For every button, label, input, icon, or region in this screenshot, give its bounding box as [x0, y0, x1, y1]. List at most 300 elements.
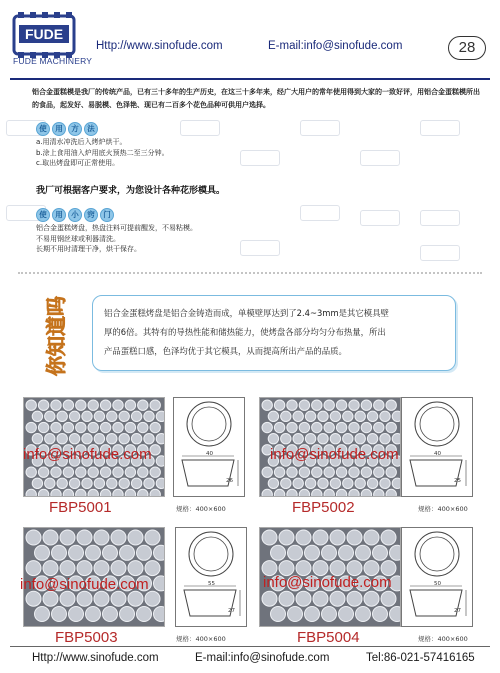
custom-design-note: 我厂可根据客户要求，为您设计各种花形模具。	[36, 186, 226, 196]
mold-cavity	[76, 467, 86, 477]
mold-cavity	[392, 411, 400, 421]
usage-heading	[36, 122, 98, 136]
dimension-width: 40	[434, 451, 441, 457]
dotted-divider	[18, 272, 482, 274]
mold-cavity	[392, 433, 400, 443]
mold-cavity	[111, 591, 126, 606]
mold-cavity	[386, 400, 396, 410]
product-code: FBP5002	[292, 499, 355, 516]
mold-cavity	[69, 411, 79, 421]
product-spec: 规格：400×600	[176, 635, 226, 643]
tag-char: 方	[68, 122, 82, 136]
header-website-link[interactable]: Http://www.sinofude.com	[96, 40, 223, 52]
cavity-top-inner	[192, 407, 226, 441]
footer-website-link[interactable]: Http://www.sinofude.com	[32, 652, 159, 664]
mold-cavity	[268, 411, 278, 421]
footer-email-link[interactable]: E-mail:info@sinofude.com	[195, 652, 330, 664]
product-drawing	[175, 527, 247, 627]
product-spec: 规格：400×600	[418, 505, 468, 513]
mold-cavity	[125, 489, 135, 496]
mold-cavity	[355, 433, 365, 443]
mold-cavity	[343, 433, 353, 443]
mold-cavity	[288, 607, 303, 622]
mold-cavity	[262, 400, 272, 410]
mold-cavity	[57, 478, 67, 488]
mold-cavity	[35, 607, 50, 622]
mold-cavity	[32, 478, 42, 488]
mold-cavity	[343, 478, 353, 488]
mold-cavity	[380, 478, 390, 488]
mold-cavity	[145, 591, 160, 606]
mold-cavity	[361, 467, 371, 477]
product-spec: 规格：400×600	[176, 505, 226, 513]
mold-cavity	[324, 467, 334, 477]
mold-cavity	[390, 607, 401, 622]
mold-cavity	[299, 400, 309, 410]
mold-cavity	[43, 530, 58, 545]
mold-cavity	[312, 467, 322, 477]
dimension-width: 40	[206, 451, 213, 457]
mold-cavity	[381, 591, 396, 606]
mold-cavity	[367, 478, 377, 488]
cavity-top-outer	[187, 402, 231, 446]
mold-cavity	[100, 467, 110, 477]
mold-cavity	[69, 545, 84, 560]
mold-cavity	[154, 607, 165, 622]
mold-cavity	[380, 411, 390, 421]
mold-cavity	[138, 400, 148, 410]
mold-cavity	[268, 433, 278, 443]
know-line: 厚的6倍。其特有的导热性能和储热能力，使烤盘各部分均匀分布热量，所出	[104, 327, 386, 337]
mold-cavity	[76, 422, 86, 432]
mold-cavity	[26, 530, 41, 545]
mold-cavity	[144, 478, 154, 488]
mold-cavity	[299, 489, 309, 496]
mold-cavity	[262, 467, 272, 477]
mold-cavity	[57, 433, 67, 443]
mold-cavity	[386, 467, 396, 477]
mold-cavity	[69, 607, 84, 622]
mold-cavity	[156, 456, 164, 466]
mold-cavity	[318, 433, 328, 443]
mold-cavity	[296, 591, 311, 606]
mold-cavity	[281, 433, 291, 443]
mold-cavity	[38, 422, 48, 432]
mold-cavity	[336, 422, 346, 432]
mold-cavity	[330, 478, 340, 488]
tag-char: 窍	[84, 208, 98, 222]
mold-cavity	[274, 489, 284, 496]
mold-cavity	[60, 561, 75, 576]
mold-cavity	[305, 411, 315, 421]
mold-cavity	[374, 489, 384, 496]
page-number: 28	[448, 36, 486, 60]
mold-cavity	[107, 433, 117, 443]
mold-cavity	[45, 433, 55, 443]
mold-cavity	[77, 591, 92, 606]
mold-cavity	[271, 545, 286, 560]
mold-cavity	[45, 478, 55, 488]
mold-cavity	[373, 545, 388, 560]
mold-cavity	[322, 545, 337, 560]
mold-cavity	[60, 530, 75, 545]
mold-cavity	[262, 591, 277, 606]
bg-stamp	[240, 150, 280, 166]
mold-cavity	[296, 530, 311, 545]
mold-cavity	[318, 411, 328, 421]
mold-cavity	[313, 591, 328, 606]
mold-cavity	[361, 400, 371, 410]
mold-cavity	[128, 530, 143, 545]
mold-cavity	[299, 422, 309, 432]
mold-cavity	[299, 467, 309, 477]
dimension-width: 55	[208, 581, 215, 587]
mold-cavity	[138, 489, 148, 496]
tips-heading	[36, 208, 114, 222]
mold-cavity	[144, 411, 154, 421]
mold-cavity	[336, 489, 346, 496]
mold-cavity	[336, 467, 346, 477]
mold-cavity	[355, 411, 365, 421]
mold-cavity	[63, 489, 73, 496]
tips-list	[36, 223, 197, 255]
mold-cavity	[330, 591, 345, 606]
mold-cavity	[38, 400, 48, 410]
mold-cavity	[76, 489, 86, 496]
mold-cavity	[274, 422, 284, 432]
mold-cavity	[268, 478, 278, 488]
mold-cavity	[145, 530, 160, 545]
mold-cavity	[324, 422, 334, 432]
know-line: 铝合金蛋糕烤盘是铝合金铸造而成，单模壁厚达到了2.4~3mm是其它模具壁	[104, 308, 389, 318]
mold-cavity	[356, 607, 371, 622]
mold-cavity	[107, 478, 117, 488]
mold-cavity	[131, 433, 141, 443]
mold-cavity	[312, 422, 322, 432]
mold-cavity	[125, 400, 135, 410]
product-code: FBP5003	[55, 629, 118, 646]
product-code: FBP5004	[297, 629, 360, 646]
mold-cavity	[94, 561, 109, 576]
mold-cavity	[138, 422, 148, 432]
mold-cavity	[150, 400, 160, 410]
mold-cavity	[52, 607, 67, 622]
mold-cavity	[330, 530, 345, 545]
mold-cavity	[271, 607, 286, 622]
mold-cavity	[392, 478, 400, 488]
mold-cavity	[107, 411, 117, 421]
mold-cavity	[82, 411, 92, 421]
mold-cavity	[274, 400, 284, 410]
mold-cavity	[94, 478, 104, 488]
mold-cavity	[113, 489, 123, 496]
mold-cavity	[51, 489, 61, 496]
mold-cavity	[113, 422, 123, 432]
mold-cavity	[324, 489, 334, 496]
bg-stamp	[180, 120, 220, 136]
mold-cavity	[26, 489, 36, 496]
mold-cavity	[26, 422, 36, 432]
intro-paragraph: 铝合金蛋糕模是我厂的传统产品，已有三十多年的生产历史，在这三十多年来，经广大用户的常年使用得到大家的一致好评，用铝合金蛋糕模所出的食品，起发好、易脱模、色泽艳、现已有二百多个花色品种可供用户选择。	[32, 88, 480, 109]
mold-cavity	[288, 545, 303, 560]
dimension-height: 27	[454, 608, 461, 614]
mold-cavity	[35, 545, 50, 560]
mold-cavity	[113, 467, 123, 477]
mold-cavity	[43, 561, 58, 576]
tag-char: 使	[36, 122, 50, 136]
mold-cavity	[69, 478, 79, 488]
mold-cavity	[26, 400, 36, 410]
mold-cavity	[374, 422, 384, 432]
cavity-top-inner	[194, 537, 228, 571]
tag-char: 法	[84, 122, 98, 136]
tag-char: 门	[100, 208, 114, 222]
mold-cavity	[150, 489, 160, 496]
mold-cavity	[339, 607, 354, 622]
product-email-watermark: info@sinofude.com	[20, 576, 149, 593]
product-drawing	[173, 397, 245, 497]
usage-step: a.用清水冲洗后入烤炉烘干。	[36, 138, 127, 146]
usage-step: c.取出烤盘即可正常使用。	[36, 159, 120, 167]
mold-cavity	[100, 422, 110, 432]
product-email-watermark: info@sinofude.com	[263, 574, 392, 591]
mold-cavity	[138, 467, 148, 477]
mold-cavity	[312, 400, 322, 410]
usage-step: b.涂上食用油入炉用底火预热二至三分钟。	[36, 148, 169, 157]
mold-cavity	[119, 411, 129, 421]
tag-char: 使	[36, 208, 50, 222]
mold-cavity	[305, 433, 315, 443]
product-drawing	[401, 527, 473, 627]
mold-cavity	[86, 545, 101, 560]
mold-cavity	[145, 561, 160, 576]
mold-cavity	[51, 400, 61, 410]
mold-cavity	[76, 400, 86, 410]
mold-cavity	[77, 561, 92, 576]
mold-cavity	[154, 545, 165, 560]
did-you-know-body	[104, 304, 446, 361]
mold-cavity	[374, 400, 384, 410]
mold-cavity	[281, 411, 291, 421]
cavity-top-outer	[415, 402, 459, 446]
mold-cavity	[373, 607, 388, 622]
mold-cavity	[318, 478, 328, 488]
mold-cavity	[381, 530, 396, 545]
mold-cavity	[347, 591, 362, 606]
mold-cavity	[57, 411, 67, 421]
mold-cavity	[343, 411, 353, 421]
mold-cavity	[63, 467, 73, 477]
mold-cavity	[355, 478, 365, 488]
mold-cavity	[94, 433, 104, 443]
dimension-width: 50	[434, 581, 441, 587]
bg-stamp	[300, 120, 340, 136]
bg-stamp	[420, 120, 460, 136]
mold-cavity	[103, 607, 118, 622]
mold-cavity	[45, 411, 55, 421]
mold-cavity	[287, 467, 297, 477]
mold-cavity	[150, 422, 160, 432]
mold-cavity	[364, 591, 379, 606]
mold-cavity	[103, 545, 118, 560]
mold-cavity	[305, 545, 320, 560]
mold-cavity	[131, 411, 141, 421]
mold-cavity	[390, 545, 401, 560]
mold-cavity	[100, 400, 110, 410]
mold-cavity	[367, 433, 377, 443]
mold-cavity	[156, 478, 164, 488]
mold-cavity	[356, 545, 371, 560]
tag-char: 用	[52, 208, 66, 222]
mold-cavity	[128, 591, 143, 606]
mold-cavity	[374, 467, 384, 477]
dimension-height: 25	[454, 478, 461, 484]
cavity-top-inner	[420, 537, 454, 571]
did-you-know-text: 你知道吗	[44, 296, 68, 376]
mold-cavity	[150, 467, 160, 477]
cavity-top-outer	[189, 532, 233, 576]
mold-cavity	[51, 467, 61, 477]
mold-cavity	[156, 433, 164, 443]
mold-cavity	[113, 400, 123, 410]
mold-cavity	[88, 422, 98, 432]
cavity-top-outer	[415, 532, 459, 576]
gear-logo-icon	[10, 10, 78, 60]
mold-cavity	[281, 478, 291, 488]
mold-cavity	[154, 576, 165, 591]
usage-steps	[36, 137, 169, 169]
product-drawing	[401, 397, 473, 497]
mold-cavity	[287, 422, 297, 432]
product-code: FBP5001	[49, 499, 112, 516]
mold-cavity	[111, 530, 126, 545]
mold-cavity	[279, 530, 294, 545]
mold-cavity	[88, 489, 98, 496]
mold-cavity	[349, 467, 359, 477]
mold-cavity	[293, 478, 303, 488]
mold-cavity	[38, 489, 48, 496]
mold-cavity	[119, 433, 129, 443]
mold-cavity	[120, 607, 135, 622]
mold-cavity	[94, 530, 109, 545]
mold-cavity	[262, 530, 277, 545]
mold-cavity	[88, 400, 98, 410]
mold-cavity	[26, 467, 36, 477]
mold-cavity	[324, 400, 334, 410]
tip-line: 不易用钢丝球或利器清洗。	[36, 234, 120, 243]
mold-cavity	[94, 411, 104, 421]
mold-cavity	[63, 422, 73, 432]
mold-cavity	[347, 530, 362, 545]
product-spec: 规格：400×600	[418, 635, 468, 643]
mold-cavity	[262, 422, 272, 432]
mold-cavity	[94, 591, 109, 606]
mold-cavity	[60, 591, 75, 606]
bg-stamp	[420, 210, 460, 226]
bg-stamp	[300, 205, 340, 221]
footer-divider	[10, 646, 490, 647]
mold-cavity	[119, 478, 129, 488]
mold-cavity	[349, 489, 359, 496]
product-email-watermark: info@sinofude.com	[270, 446, 399, 463]
tag-char: 用	[52, 122, 66, 136]
mold-cavity	[364, 530, 379, 545]
logo-text: FUDE	[24, 26, 64, 42]
mold-cavity	[361, 489, 371, 496]
mold-cavity	[100, 489, 110, 496]
mold-cavity	[52, 545, 67, 560]
bg-stamp	[240, 240, 280, 256]
know-line: 产品蛋糕口感，色泽均优于其它模具，从而提高所出产品的品质。	[104, 346, 347, 356]
mold-cavity	[38, 467, 48, 477]
bg-stamp	[360, 150, 400, 166]
mold-cavity	[349, 422, 359, 432]
mold-cavity	[43, 591, 58, 606]
mold-cavity	[111, 561, 126, 576]
mold-cavity	[137, 607, 152, 622]
mold-cavity	[86, 607, 101, 622]
mold-cavity	[156, 411, 164, 421]
mold-cavity	[262, 489, 272, 496]
mold-cavity	[287, 400, 297, 410]
mold-cavity	[131, 478, 141, 488]
footer-tel: Tel:86-021-57416165	[366, 652, 475, 664]
mold-cavity	[279, 591, 294, 606]
mold-cavity	[287, 489, 297, 496]
company-name: FUDE MACHINERY	[13, 56, 93, 66]
mold-cavity	[32, 411, 42, 421]
mold-cavity	[128, 561, 143, 576]
mold-cavity	[69, 433, 79, 443]
tag-char: 小	[68, 208, 82, 222]
mold-cavity	[312, 489, 322, 496]
mold-cavity	[32, 433, 42, 443]
mold-cavity	[82, 478, 92, 488]
mold-cavity	[137, 545, 152, 560]
mold-cavity	[51, 422, 61, 432]
mold-cavity	[120, 545, 135, 560]
bg-stamp	[420, 245, 460, 261]
did-you-know-title	[20, 294, 90, 378]
cavity-top-inner	[420, 407, 454, 441]
mold-cavity	[26, 591, 41, 606]
mold-cavity	[349, 400, 359, 410]
mold-cavity	[386, 489, 396, 496]
mold-cavity	[293, 433, 303, 443]
mold-cavity	[330, 433, 340, 443]
mold-cavity	[305, 478, 315, 488]
bg-stamp	[360, 210, 400, 226]
mold-cavity	[313, 530, 328, 545]
mold-cavity	[88, 467, 98, 477]
mold-cavity	[330, 411, 340, 421]
dimension-height: 26	[226, 478, 233, 484]
mold-cavity	[63, 400, 73, 410]
header-email-link[interactable]: E-mail:info@sinofude.com	[268, 40, 403, 52]
mold-cavity	[361, 422, 371, 432]
mold-cavity	[293, 411, 303, 421]
mold-cavity	[274, 467, 284, 477]
mold-cavity	[26, 561, 41, 576]
mold-cavity	[339, 545, 354, 560]
product-email-watermark: info@sinofude.com	[23, 446, 152, 463]
header-divider	[10, 78, 490, 80]
mold-cavity	[77, 530, 92, 545]
dimension-height: 27	[228, 608, 235, 614]
mold-cavity	[336, 400, 346, 410]
mold-cavity	[125, 422, 135, 432]
tip-line: 铝合金蛋糕烤盘，热盘注料可提前醒发，不易粘模。	[36, 224, 197, 232]
